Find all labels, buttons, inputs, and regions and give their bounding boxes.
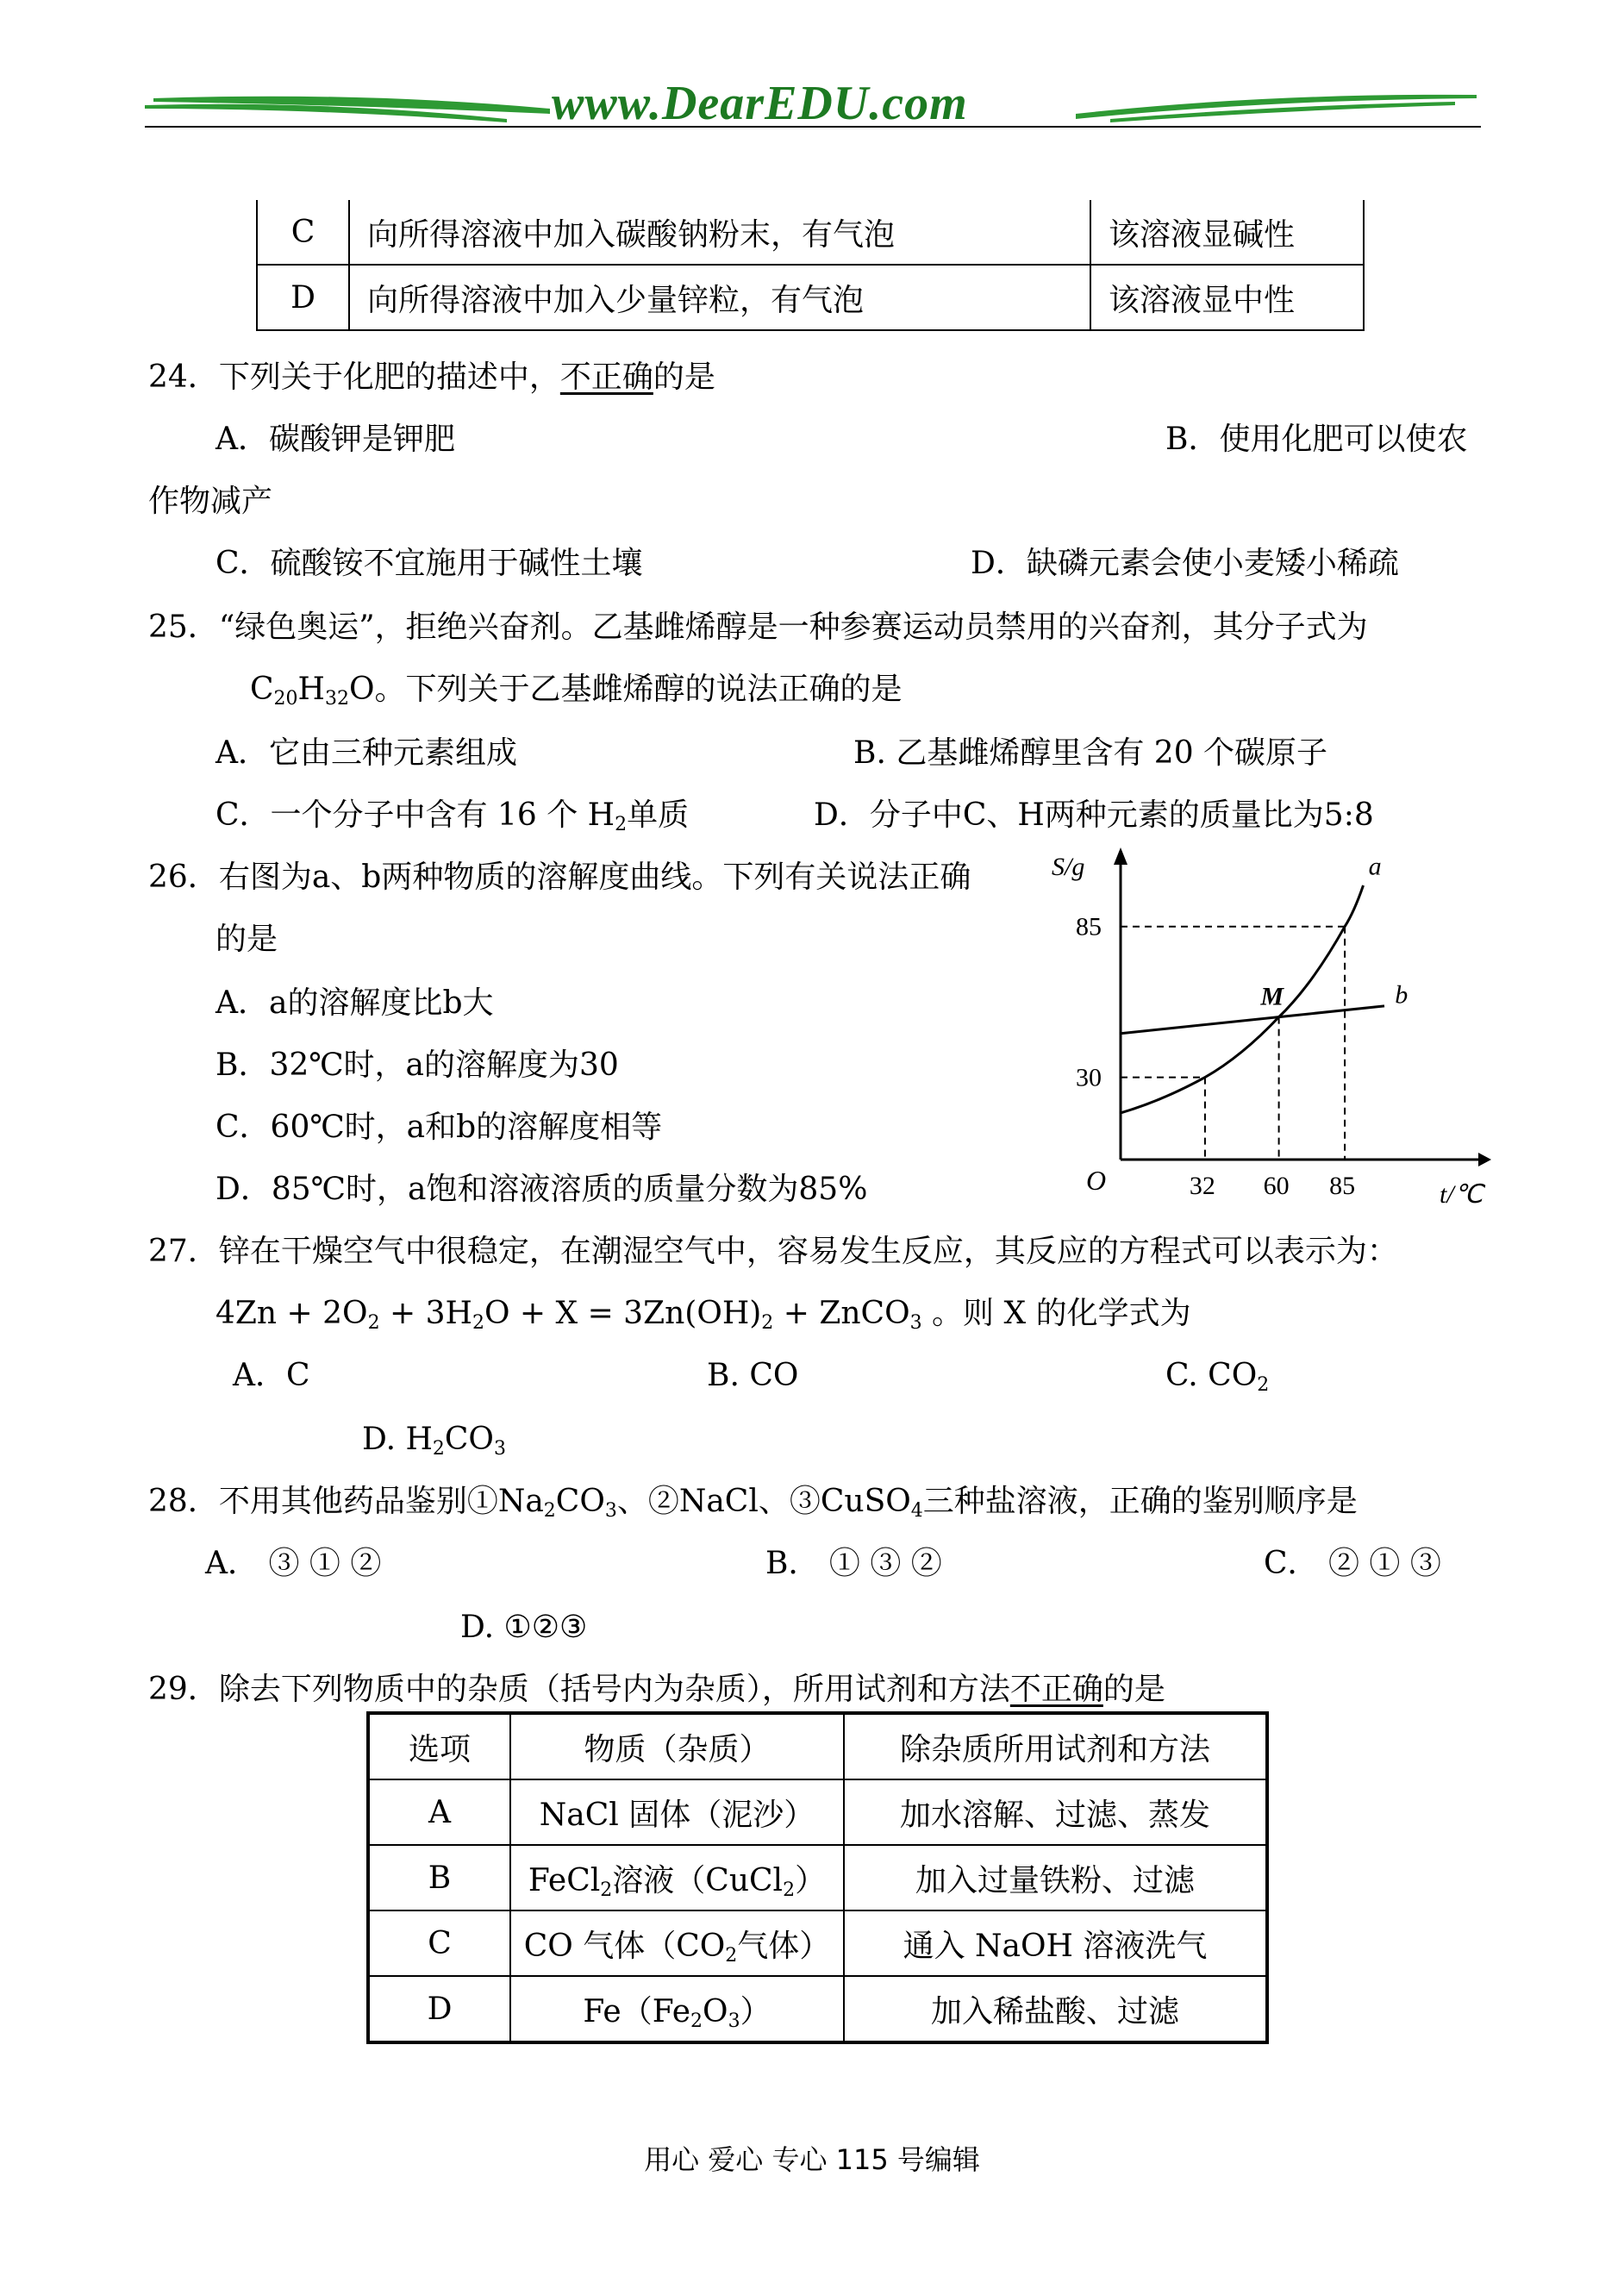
substance-cell: NaCl 固体（泥沙）	[510, 1779, 844, 1845]
option-b: B． ① ③ ②	[765, 1546, 942, 1581]
origin-label: O	[1086, 1165, 1107, 1196]
y-tick-label: 30	[1076, 1063, 1102, 1092]
option-a: A．它由三种元素组成	[215, 735, 517, 771]
option-a: A．碳酸钾是钾肥	[215, 422, 455, 457]
substance-cell: CO 气体（$CO_2$气体）	[510, 1910, 844, 1976]
x-axis-label: t/℃	[1440, 1180, 1483, 1209]
question-25-stem: 25．“绿色奥运”，拒绝兴奋剂。乙基雌烯醇是一种参赛运动员禁用的兴奋剂，其分子式为	[148, 610, 1368, 645]
series-a-curve	[1121, 885, 1364, 1113]
option-cell: D	[257, 265, 349, 330]
intersection-label: M	[1260, 982, 1284, 1011]
table-row	[368, 1976, 1267, 2042]
method-cell: 加入稀盐酸、过滤	[844, 1976, 1267, 2042]
option-d: D．85℃时，a饱和溶液溶质的质量分数为85%	[215, 1172, 868, 1207]
y-axis-label: S/g	[1052, 853, 1085, 881]
option-a: A．C	[233, 1358, 310, 1393]
question-25-formula: $C_{20}H_{32}O$。下列关于乙基雌烯醇的说法正确的是	[250, 672, 903, 710]
header-rule	[145, 126, 1481, 128]
option-b-continued: 作物减产	[148, 484, 273, 519]
table-row	[257, 265, 1364, 330]
option-b: B. CO	[707, 1358, 799, 1393]
conclusion-cell: 该溶液显中性	[1090, 265, 1364, 330]
option-c: C．硫酸铵不宜施用于碱性土壤	[215, 546, 643, 581]
impurity-table	[366, 1711, 1269, 2044]
option-d: D．缺磷元素会使小麦矮小稀疏	[971, 546, 1399, 581]
y-axis-arrow	[1114, 847, 1127, 865]
column-header: 选项	[368, 1713, 510, 1779]
solubility-chart	[1043, 841, 1491, 1211]
series-b-label: b	[1395, 980, 1409, 1010]
option-cell: C	[257, 200, 349, 265]
x-tick-label: 60	[1263, 1172, 1290, 1200]
question-26-stem: 26．右图为a、b两种物质的溶解度曲线。下列有关说法正确	[148, 860, 971, 895]
question-26-stem-cont: 的是	[215, 922, 278, 957]
table-row	[368, 1910, 1267, 1976]
x-tick-label: 32	[1189, 1172, 1215, 1200]
conclusion-cell: 该溶液显碱性	[1090, 200, 1364, 265]
table-row	[368, 1845, 1267, 1910]
table-header-row	[368, 1713, 1267, 1779]
substance-cell: FeCl$_2$溶液（CuCl$_2$）	[510, 1845, 844, 1910]
method-cell: 加水溶解、过滤、蒸发	[844, 1779, 1267, 1845]
method-cell: 通入 NaOH 溶液洗气	[844, 1910, 1267, 1976]
option-c: C． ② ① ③	[1264, 1546, 1441, 1581]
question-27-stem: 27．锌在干燥空气中很稳定，在潮湿空气中，容易发生反应，其反应的方程式可以表示为：	[148, 1234, 1398, 1269]
option-cell: D	[368, 1976, 510, 2042]
question-27-equation: $4Zn + 2O_2 + 3H_2O + X = 3Zn(OH)_2$ + ZnCO$_3$ 。则 X 的化学式为	[215, 1296, 1191, 1334]
y-tick-label: 85	[1076, 912, 1102, 941]
x-axis-arrow	[1478, 1153, 1491, 1166]
option-a: A． ③ ① ②	[205, 1546, 382, 1581]
substance-cell: $Fe(Fe_2O_3)$	[510, 1976, 844, 2042]
option-cell: B	[368, 1845, 510, 1910]
option-d: D. $H_2CO_3$	[362, 1422, 506, 1460]
option-c: C．60℃时，a和b的溶解度相等	[215, 1110, 663, 1145]
page-footer: 用心 爱心 专心 115 号编辑	[644, 2143, 980, 2176]
question-29-stem: 29．除去下列物质中的杂质（括号内为杂质），所用试剂和方法不正确的是	[148, 1672, 1165, 1707]
option-cell: A	[368, 1779, 510, 1845]
option-c: C. $CO_2$	[1165, 1358, 1270, 1396]
column-header: 除杂质所用试剂和方法	[844, 1713, 1267, 1779]
option-d: D．分子中C、H两种元素的质量比为5:8	[814, 797, 1374, 833]
x-tick-label: 85	[1329, 1172, 1356, 1200]
option-b: B．32℃时，a的溶解度为30	[215, 1047, 619, 1083]
table-row	[368, 1779, 1267, 1845]
option-c: C．一个分子中含有 16 个 $H_2$单质	[215, 797, 690, 835]
top-table	[256, 200, 1365, 331]
column-header: 物质（杂质）	[510, 1713, 844, 1779]
option-b: B. 乙基雌烯醇里含有 20 个碳原子	[853, 735, 1328, 771]
question-24-stem: 24．下列关于化肥的描述中，不正确的是	[148, 360, 715, 395]
option-d: D. ①②③	[460, 1610, 588, 1645]
option-cell: C	[368, 1910, 510, 1976]
table-row	[257, 200, 1364, 265]
question-28-stem: 28．不用其他药品鉴别$①Na_2CO_3$、②NaCl、③CuSO$_4$三种盐溶液，正确的鉴别顺序是	[148, 1484, 1358, 1522]
operation-cell: 向所得溶液中加入少量锌粒，有气泡	[349, 265, 1090, 330]
operation-cell: 向所得溶液中加入碳酸钠粉末，有气泡	[349, 200, 1090, 265]
option-b: B．使用化肥可以使农	[1165, 422, 1468, 457]
method-cell: 加入过量铁粉、过滤	[844, 1845, 1267, 1910]
site-logo[interactable]: www.DearEDU.com	[552, 77, 968, 130]
option-a: A．a的溶解度比b大	[215, 985, 494, 1021]
series-a-label: a	[1368, 852, 1382, 881]
